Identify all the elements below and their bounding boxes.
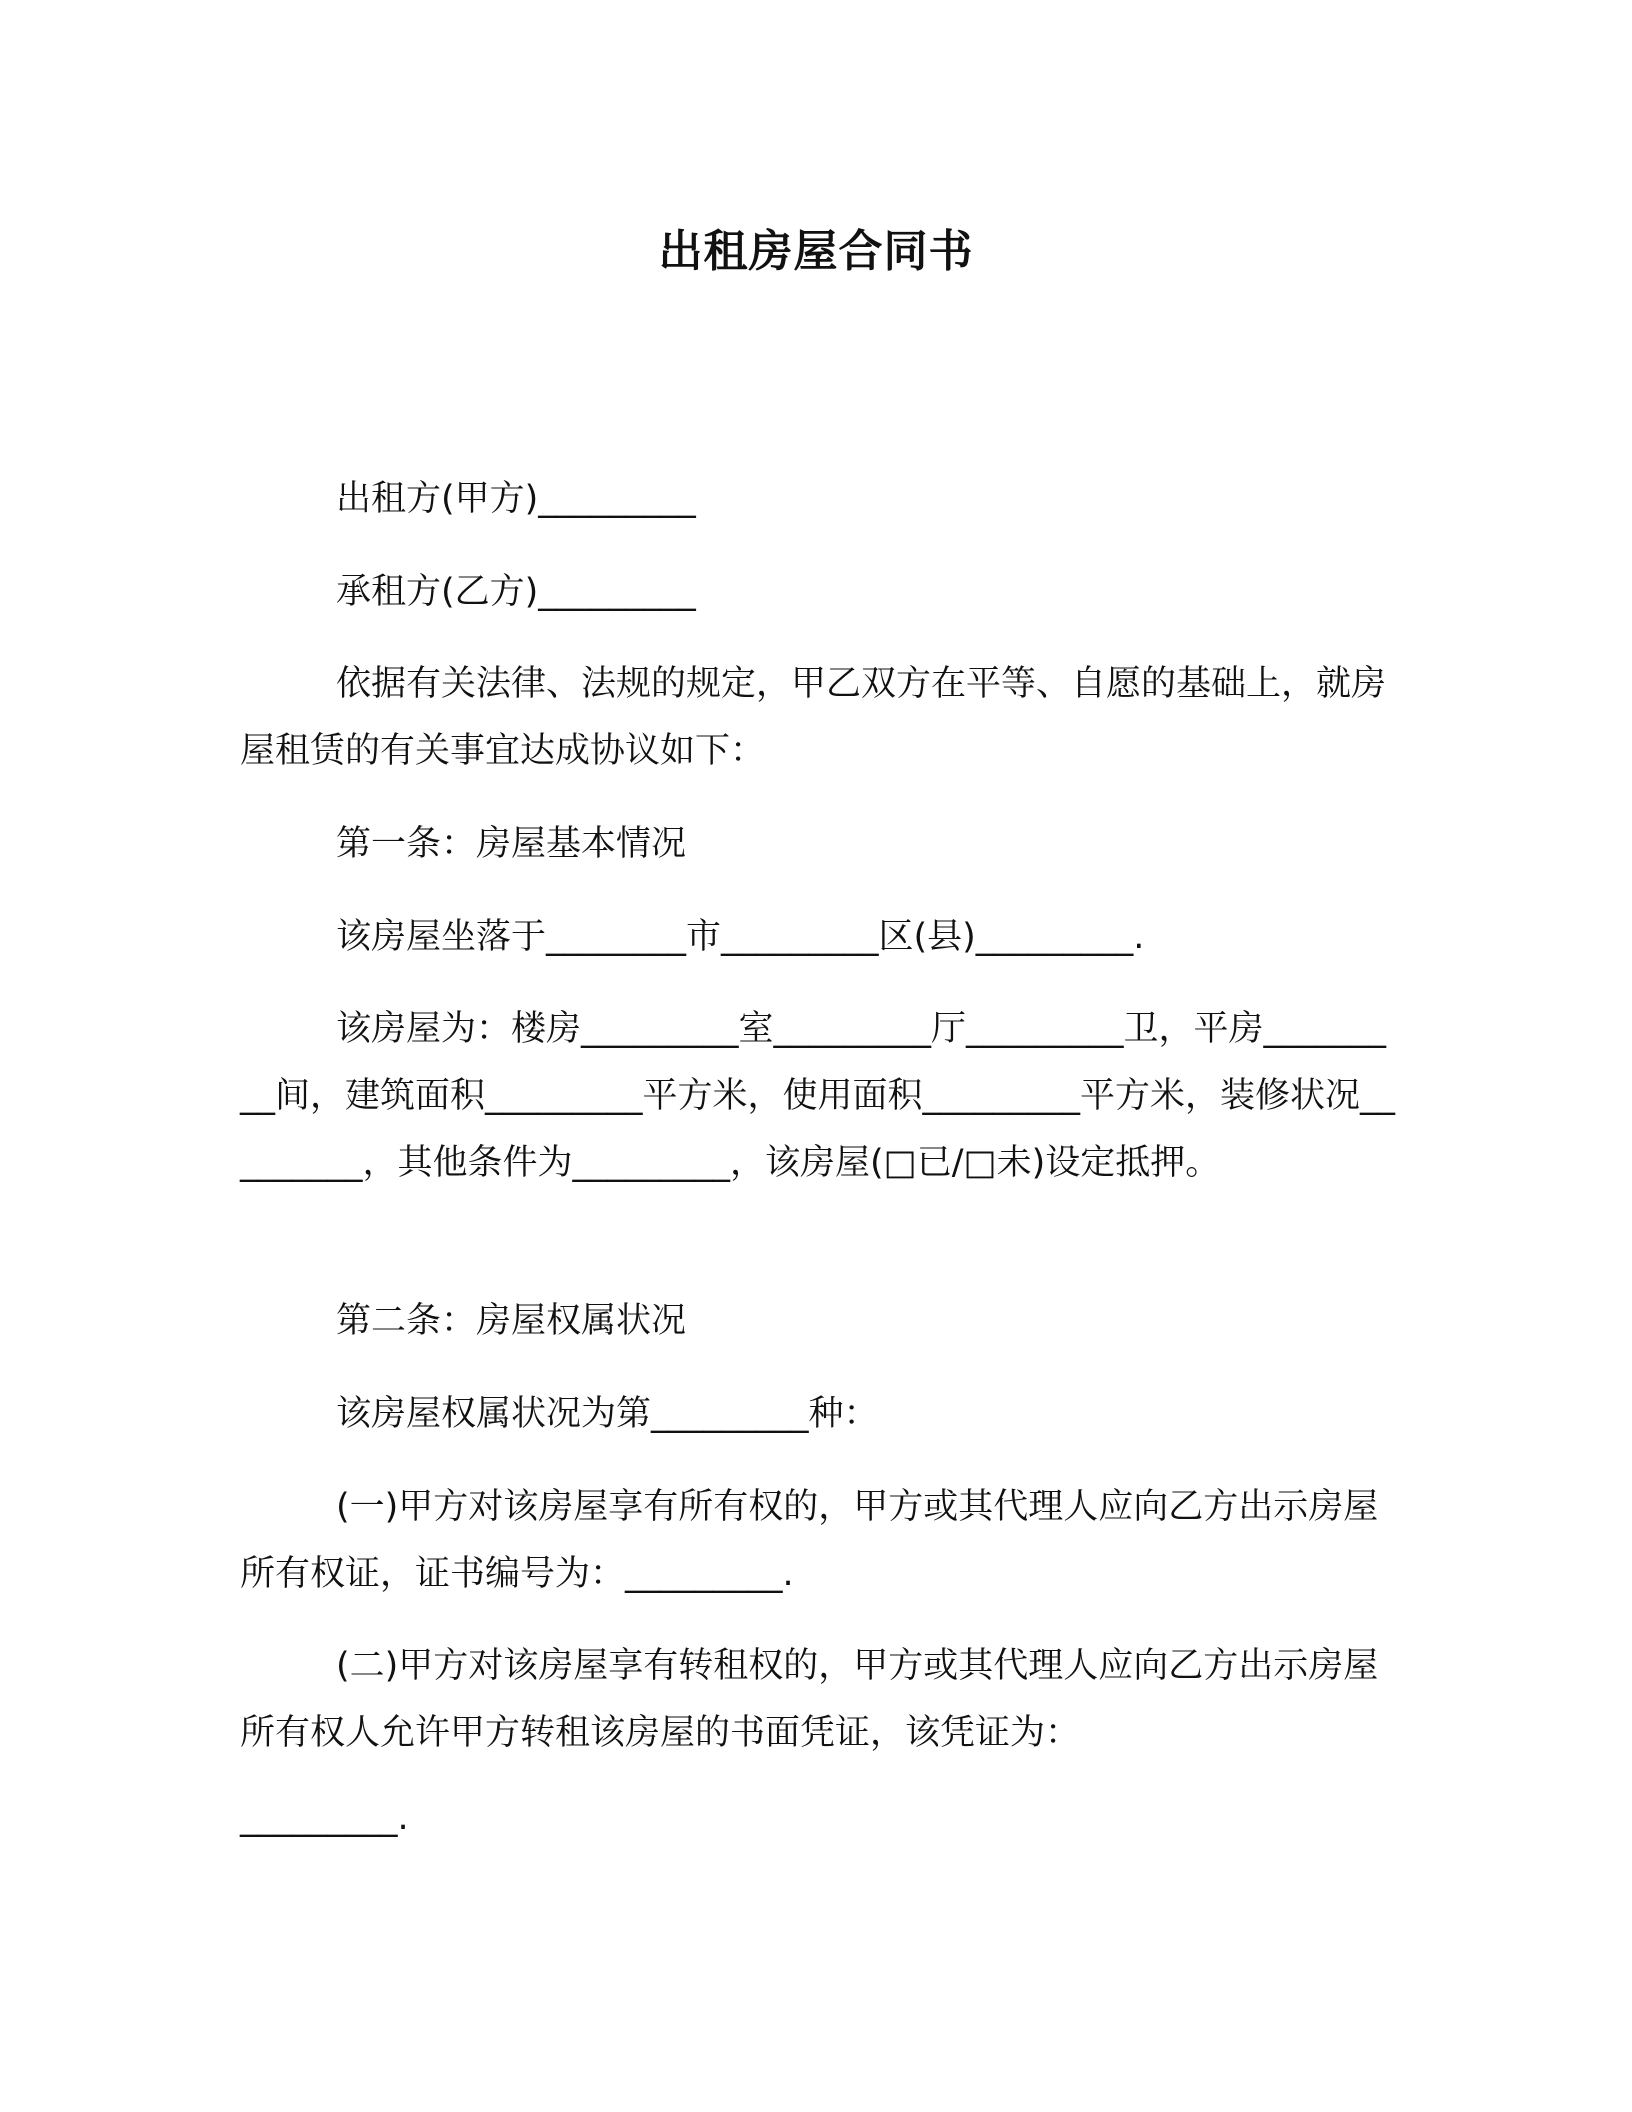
- document-title: 出租房屋合同书: [658, 226, 974, 277]
- lessor-line: 出租方(甲方)_________: [336, 479, 696, 519]
- house-location-line: 该房屋坐落于________市_________区(县)_________.: [336, 917, 1145, 957]
- ownership-clause-1: (一)甲方对该房屋享有所有权的，甲方或其代理人应向乙方出示房屋所有权证，证书编号为：_________.: [240, 1487, 1379, 1594]
- ownership-clause-2: (二)甲方对该房屋享有转租权的，甲方或其代理人应向乙方出示房屋所有权人允许甲方转租该房屋的书面凭证，该凭证为：: [240, 1646, 1379, 1753]
- house-details-paragraph: 该房屋为：楼房_________室_________厅_________卫，平房_________间，建筑面积_________平方米，使用面积_________平方米，装修状况_________，其他条件为_________，该房屋(□已/□未)设定抵押。: [240, 1009, 1396, 1183]
- article-2-heading: 第二条：房屋权属状况: [336, 1301, 687, 1341]
- article-1-heading: 第一条：房屋基本情况: [336, 824, 687, 864]
- lessee-line: 承租方(乙方)_________: [336, 572, 696, 612]
- ownership-type-line: 该房屋权属状况为第_________种：: [336, 1394, 879, 1434]
- certificate-blank-line: _________.: [240, 1798, 409, 1838]
- preamble-paragraph: 依据有关法律、法规的规定，甲乙双方在平等、自愿的基础上，就房屋租赁的有关事宜达成协议如下：: [240, 664, 1387, 771]
